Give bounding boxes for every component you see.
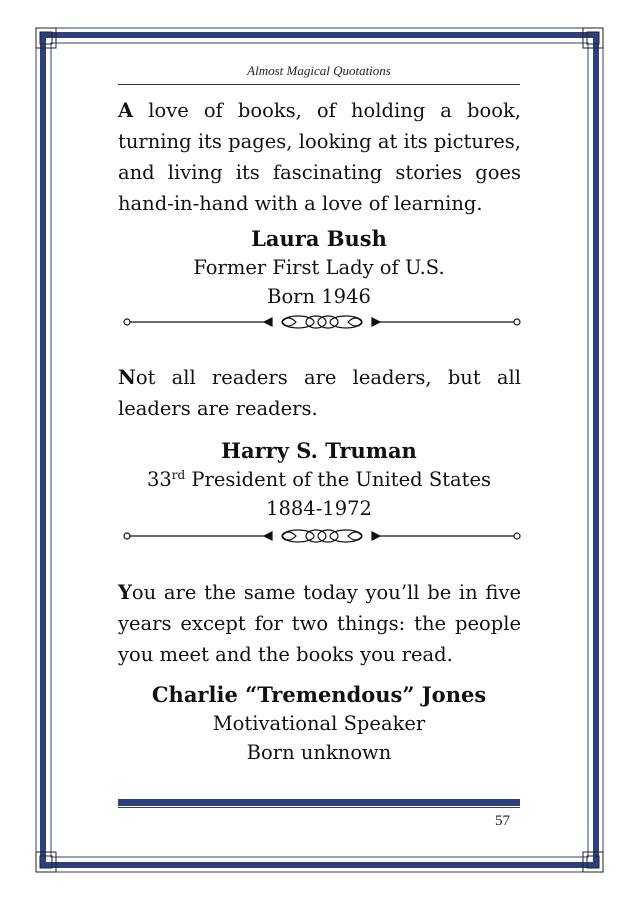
page-number: 57	[495, 813, 510, 829]
drop-letter: Y	[118, 581, 132, 604]
header-rule	[118, 84, 520, 85]
drop-letter: N	[118, 366, 136, 389]
ornamental-divider	[122, 528, 522, 544]
drop-letter: A	[118, 99, 134, 122]
author-name: Harry S. Truman	[221, 438, 417, 463]
author-role-line	[100, 465, 538, 494]
author-role: Motivational Speaker	[212, 712, 426, 735]
quote-text-1	[118, 95, 521, 219]
quote-body: ou are the same today you’ll be in five years except for two things: the people you meet and the books you read.	[118, 581, 521, 666]
quote-text-2	[118, 362, 521, 424]
quote-text-3	[118, 577, 521, 670]
author-years: 1884-1972	[266, 497, 372, 520]
quote-body: love of books, of holding a book, turning its pages, looking at its pictures, and living its fascinating stories goes hand-in-hand with a love of learning.	[118, 99, 521, 215]
author-name: Charlie “Tremendous” Jones	[151, 682, 487, 707]
author-years: Born 1946	[267, 285, 371, 308]
quote-body: ot all readers are leaders, but all leaders are readers.	[118, 366, 521, 420]
attribution-1	[100, 224, 538, 311]
ordinal-suffix: rd	[171, 468, 186, 482]
ornamental-divider	[122, 314, 522, 330]
attribution-3	[100, 680, 538, 767]
footer-rule-thin	[118, 807, 520, 808]
author-role: Former First Lady of U.S.	[193, 256, 445, 279]
author-name: Laura Bush	[251, 226, 387, 251]
author-role: President of the United States	[185, 468, 492, 491]
attribution-2	[100, 436, 538, 523]
ordinal-number: 33	[146, 468, 172, 491]
running-header: Almost Magical Quotations	[247, 63, 391, 78]
author-years: Born unknown	[246, 741, 392, 764]
footer-rule	[118, 799, 520, 806]
